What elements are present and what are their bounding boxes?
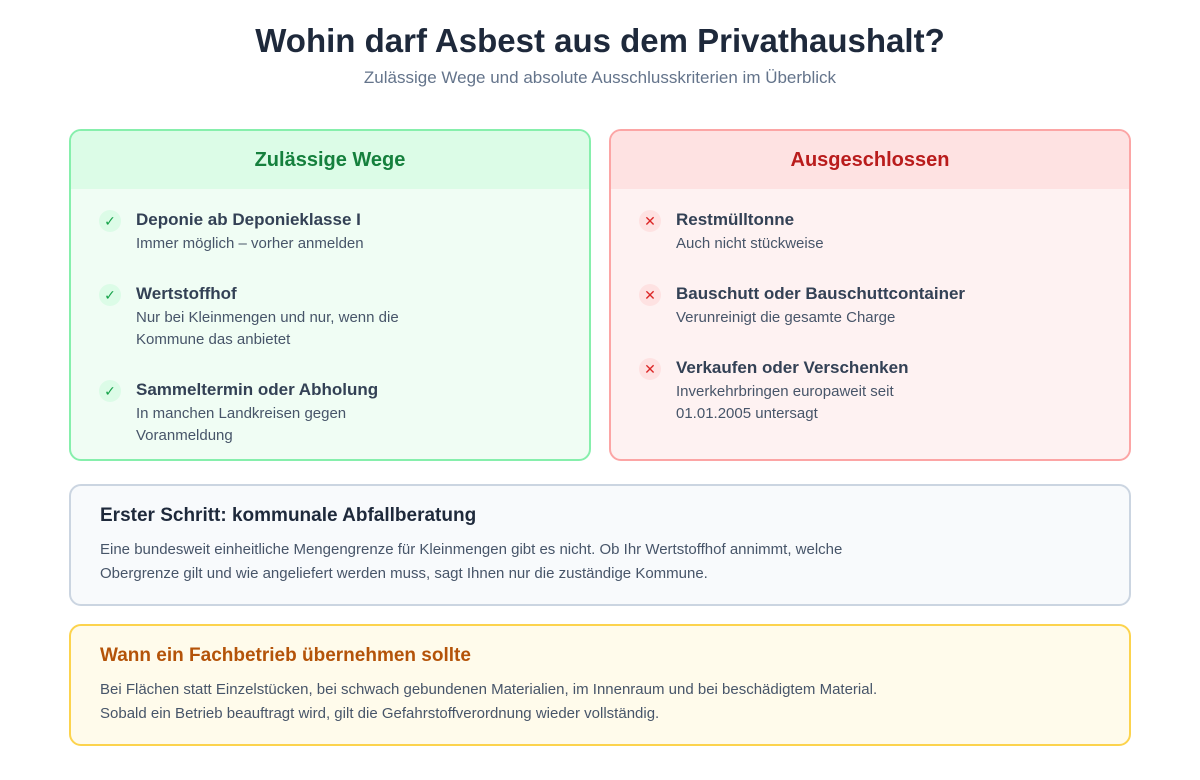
excluded-item-desc: Auch nicht stückweise [676,235,824,252]
cross-icon: ✕ [639,358,661,380]
allowed-heading: Zulässige Wege [71,131,589,189]
page-title: Wohin darf Asbest aus dem Privathaushalt? [255,22,945,59]
info-text: Eine bundesweit einheitliche Mengengrenze für Kleinmengen gibt es nicht. Ob Ihr Wertstoffhof annimmt, welche Obergrenze gilt und wie angeliefert werden muss, sagt Ihnen nur die zuständige Kommune. [100,541,843,582]
allowed-item-desc: In manchen Landkreisen gegen Voranmeldung [136,405,347,444]
allowed-item [99,379,589,447]
allowed-list [71,189,589,447]
excluded-item [639,209,1129,255]
excluded-list [611,189,1129,425]
info-box [69,484,1131,606]
warning-text: Bei Flächen statt Einzelstücken, bei schwach gebundenen Materialien, im Innenraum und bei beschädigtem Material. Sobald ein Betrieb beauftragt wird, gilt die Gefahrstoffverordnung wieder vollständig. [100,681,878,722]
cross-icon: ✕ [639,210,661,232]
excluded-item [639,283,1129,329]
warning-box [69,624,1131,746]
allowed-item-title: Sammeltermin oder Abholung [136,380,379,399]
excluded-heading: Ausgeschlossen [611,131,1129,189]
info-title: Erster Schritt: kommunale Abfallberatung [100,505,477,526]
allowed-item-desc: Nur bei Kleinmengen und nur, wenn die Kommune das anbietet [136,309,399,348]
check-icon: ✓ [99,284,121,306]
excluded-item-desc: Verunreinigt die gesamte Charge [676,309,896,326]
warning-title: Wann ein Fachbetrieb übernehmen sollte [100,645,471,666]
allowed-item [99,209,589,255]
excluded-column [609,129,1131,461]
excluded-item-title: Restmülltonne [676,210,795,229]
allowed-item [99,283,589,351]
excluded-item-title: Bauschutt oder Bauschuttcontainer [676,284,966,303]
allowed-item-desc: Immer möglich – vorher anmelden [136,235,364,252]
check-icon: ✓ [99,380,121,402]
excluded-item [639,357,1129,425]
cross-icon: ✕ [639,284,661,306]
check-icon: ✓ [99,210,121,232]
excluded-item-title: Verkaufen oder Verschenken [676,358,909,377]
allowed-item-title: Wertstoffhof [136,284,237,303]
allowed-column [69,129,591,461]
page-subtitle: Zulässige Wege und absolute Ausschlusskriterien im Überblick [363,68,837,87]
allowed-item-title: Deponie ab Deponieklasse I [136,210,361,229]
excluded-item-desc: Inverkehrbringen europaweit seit 01.01.2005 untersagt [676,383,894,422]
